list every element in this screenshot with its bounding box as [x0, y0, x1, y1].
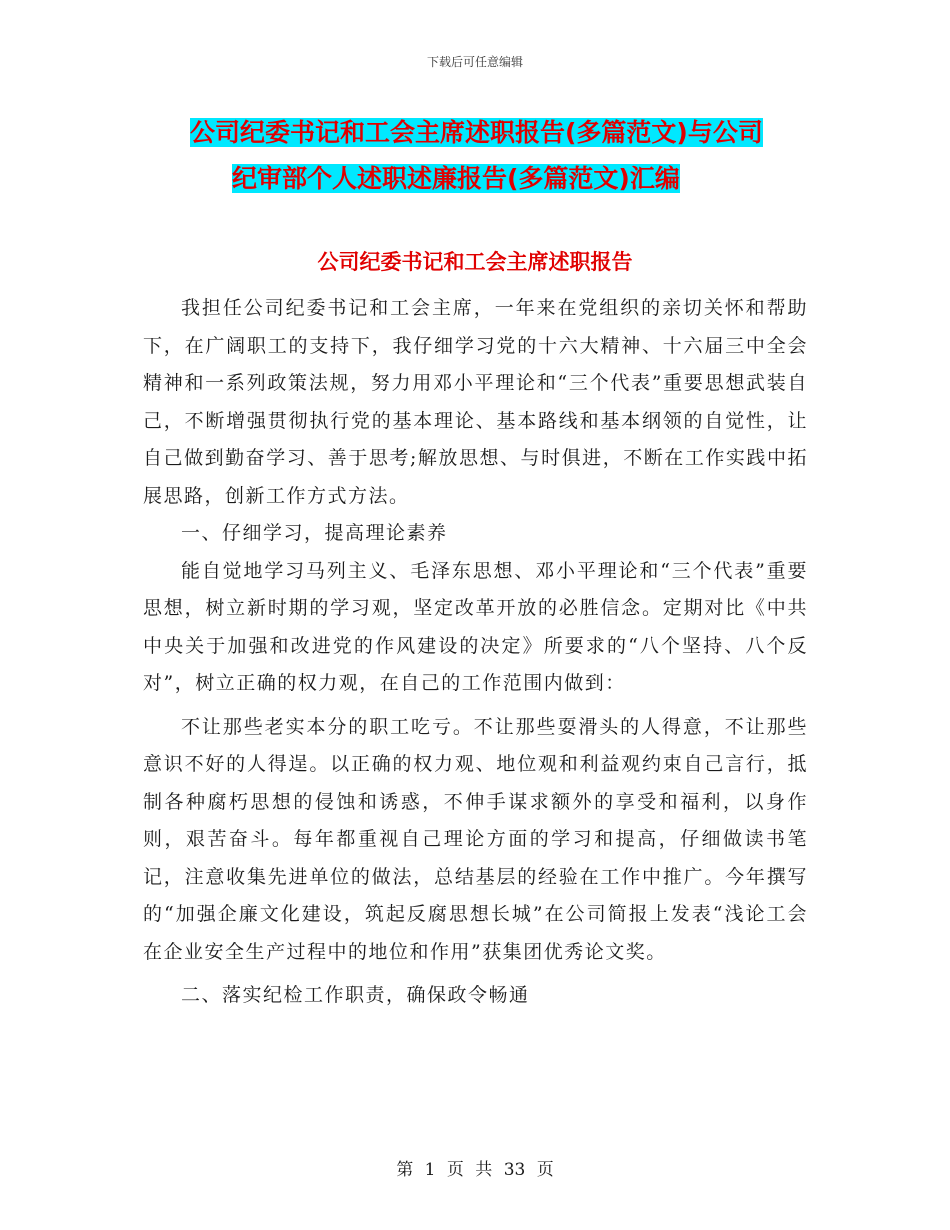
document-title-line-2: 纪审部个人述职述廉报告(多篇范文)汇编	[232, 164, 680, 193]
paragraph-intro: 我担任公司纪委书记和工会主席，一年来在党组织的亲切关怀和帮助下，在广阔职工的支持下，我仔细学习党的十六大精神、十六届三中全会精神和一系列政策法规，努力用邓小平理论和“三个代表”重要思想武装自己，不断增强贯彻执行党的基本理论、基本路线和基本纲领的自觉性，让自己做到勤奋学习、善于思考;解放思想、与时俱进，不断在工作实践中拓展思路，创新工作方式方法。	[143, 297, 808, 507]
document-title-line-1: 公司纪委书记和工会主席述职报告(多篇范文)与公司	[190, 118, 763, 147]
paragraph-conduct: 不让那些老实本分的职工吃亏。不让那些耍滑头的人得意，不让那些意识不好的人得逞。以正确的权力观、地位观和利益观约束自己言行，抵制各种腐朽思想的侵蚀和诱惑，不伸手谋求额外的享受和福利，以身作则，艰苦奋斗。每年都重视自己理论方面的学习和提高，仔细做读书笔记，注意收集先进单位的做法，总结基层的经验在工作中推广。今年撰写的“加强企廉文化建设，筑起反腐思想长城”在公司简报上发表“浅论工会在企业安全生产过程中的地位和作用”获集团优秀论文奖。	[143, 715, 808, 963]
heading-discipline: 二、落实纪检工作职责，确保政令畅通	[181, 984, 530, 1006]
document-title	[190, 110, 810, 202]
header-note: 下载后可任意编辑	[426, 55, 523, 69]
heading-study: 一、仔细学习，提高理论素养	[181, 522, 448, 544]
section-title: 公司纪委书记和工会主席述职报告	[317, 250, 633, 274]
paragraph-study: 能自觉地学习马列主义、毛泽东思想、邓小平理论和“三个代表”重要思想，树立新时期的学习观，坚定改革开放的必胜信念。定期对比《中共中央关于加强和改进党的作风建设的决定》所要求的“八个坚持、八个反对”，树立正确的权力观，在自己的工作范围内做到：	[143, 559, 808, 694]
page-number-footer: 第 1 页 共 33 页	[396, 1160, 554, 1180]
body-text	[143, 290, 808, 1015]
